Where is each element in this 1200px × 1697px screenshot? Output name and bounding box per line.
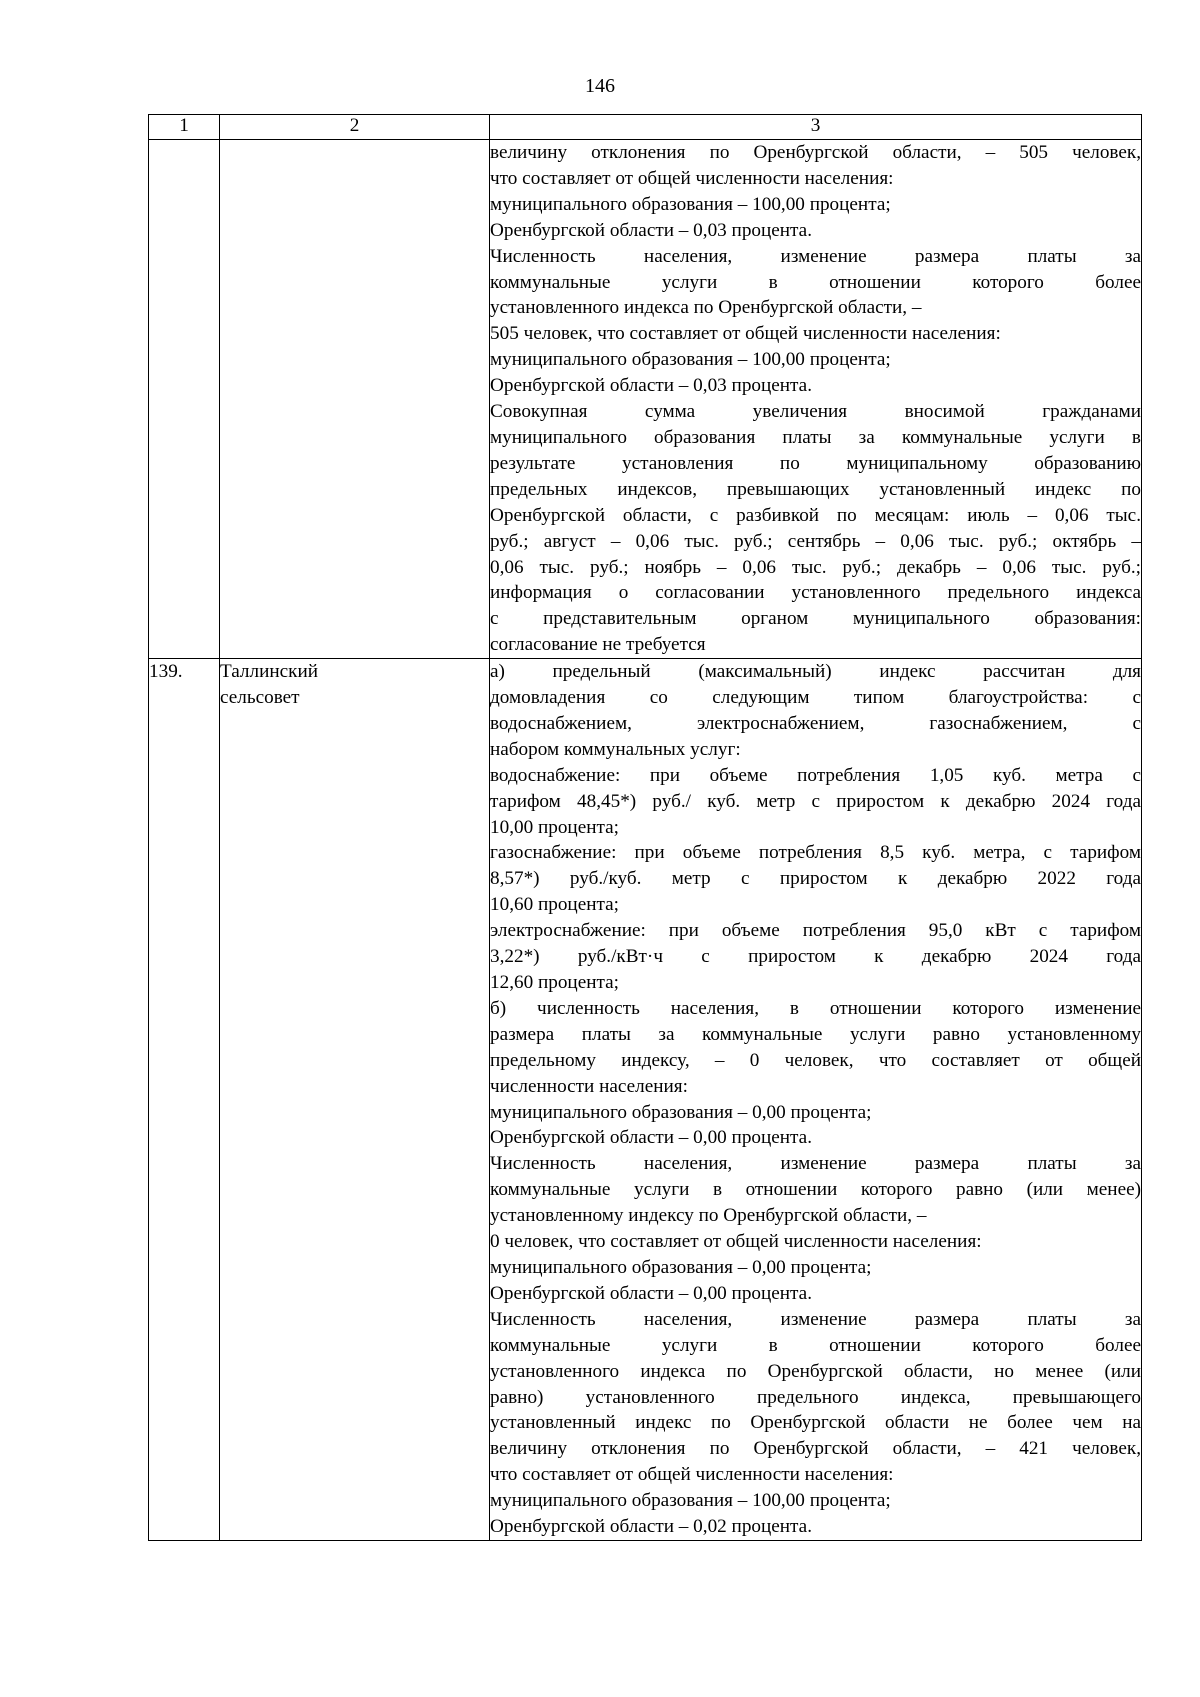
text-line: согласование не требуется [490,634,706,656]
text-line: Таллинский [220,661,318,683]
text-line: Численность населения, изменение размера платы за [490,245,1141,267]
text-line: что составляет от общей численности населения: [490,167,894,189]
table-row [149,140,1142,659]
text-line: коммунальные услуги в отношении которого более [490,271,1141,293]
text-line: результате установления по муниципальному образованию [490,452,1141,474]
text-line: Оренбургской области – 0,03 процента. [490,375,812,397]
text-line: установленный индекс по Оренбургской области не более чем на [490,1412,1141,1434]
row-content-cell [490,140,1142,659]
text-line: сельсовет [220,687,300,709]
text-line: тарифом 48,45*) руб./ куб. метр с приростом к декабрю 2024 года [490,790,1141,812]
text-line: набором коммунальных услуг: [490,738,741,760]
row-name-cell [220,140,490,659]
text-line: установленного индекса по Оренбургской области, – [490,297,922,319]
text-line: руб.; август – 0,06 тыс. руб.; сентябрь – 0,06 тыс. руб.; октябрь – [490,530,1141,552]
text-line: 8,57*) руб./куб. метр с приростом к декабрю 2022 года [490,868,1141,890]
text-line: Совокупная сумма увеличения вносимой гражданами [490,401,1141,423]
text-line: муниципального образования – 100,00 процента; [490,1490,891,1512]
text-line: размера платы за коммунальные услуги равно установленному [490,1023,1141,1045]
text-line: б) численность населения, в отношении которого изменение [490,997,1141,1019]
text-line: 0 человек, что составляет от общей численности населения: [490,1231,982,1253]
text-line: водоснабжением, электроснабжением, газоснабжением, с [490,712,1141,734]
text-line: с представительным органом муниципального образования: [490,608,1141,630]
row-number-cell: 139. [149,659,220,1541]
text-line: равно) установленного предельного индекса, превышающего [490,1386,1141,1408]
text-line: муниципального образования платы за коммунальные услуги в [490,426,1141,448]
column-header-number: 1 [149,115,220,140]
text-line: муниципального образования – 0,00 процента; [490,1101,872,1123]
text-line: установленному индексу по Оренбургской области, – [490,1205,927,1227]
text-line: величину отклонения по Оренбургской области, – 505 человек, [490,142,1141,163]
text-line: предельному индексу, – 0 человек, что составляет от общей [490,1049,1141,1071]
text-line: 10,60 процента; [490,894,619,916]
text-line: численности населения: [490,1075,688,1097]
text-line: 10,00 процента; [490,816,619,838]
text-line: коммунальные услуги в отношении которого более [490,1334,1141,1356]
document-table [148,114,1142,1541]
text-line: Оренбургской области – 0,00 процента. [490,1127,812,1149]
text-line: Численность населения, изменение размера платы за [490,1153,1141,1175]
text-line: установленного индекса по Оренбургской области, но менее (или [490,1360,1141,1382]
text-line: 12,60 процента; [490,972,619,993]
text-line: Оренбургской области, с разбивкой по месяцам: июль – 0,06 тыс. [490,504,1141,526]
column-header-content: 3 [490,115,1142,140]
row-number-cell [149,140,220,659]
text-line: Оренбургской области – 0,03 процента. [490,219,812,241]
text-line: коммунальные услуги в отношении которого равно (или менее) [490,1179,1141,1201]
text-line: 0,06 тыс. руб.; ноябрь – 0,06 тыс. руб.; декабрь – 0,06 тыс. руб.; [490,556,1141,578]
row-content-cell [490,659,1142,1541]
text-line: Оренбургской области – 0,02 процента. [490,1516,812,1538]
table-header-row [149,115,1142,140]
text-line: Оренбургской области – 0,00 процента. [490,1282,812,1304]
text-line: что составляет от общей численности населения: [490,1464,894,1486]
table-row [149,659,1142,1541]
text-line: информация о согласовании установленного предельного индекса [490,582,1141,604]
text-line: газоснабжение: при объеме потребления 8,5 куб. метра, с тарифом [490,842,1141,864]
text-line: величину отклонения по Оренбургской области, – 421 человек, [490,1438,1141,1460]
text-line: Численность населения, изменение размера платы за [490,1308,1141,1330]
text-line: муниципального образования – 100,00 процента; [490,193,891,215]
row-name-cell [220,659,490,1541]
text-line: электроснабжение: при объеме потребления 95,0 кВт с тарифом [490,920,1141,942]
text-line: муниципального образования – 100,00 процента; [490,349,891,371]
text-line: 505 человек, что составляет от общей численности населения: [490,323,1001,345]
text-line: муниципального образования – 0,00 процента; [490,1256,872,1278]
text-line: предельных индексов, превышающих установленный индекс по [490,478,1141,500]
text-line: 3,22*) руб./кВт·ч с приростом к декабрю 2024 года [490,946,1141,968]
column-header-name: 2 [220,115,490,140]
text-line: а) предельный (максимальный) индекс рассчитан для [490,661,1141,683]
text-line: домовладения со следующим типом благоустройства: с [490,687,1141,709]
text-line: водоснабжение: при объеме потребления 1,05 куб. метра с [490,764,1141,786]
page-number: 146 [585,75,615,97]
